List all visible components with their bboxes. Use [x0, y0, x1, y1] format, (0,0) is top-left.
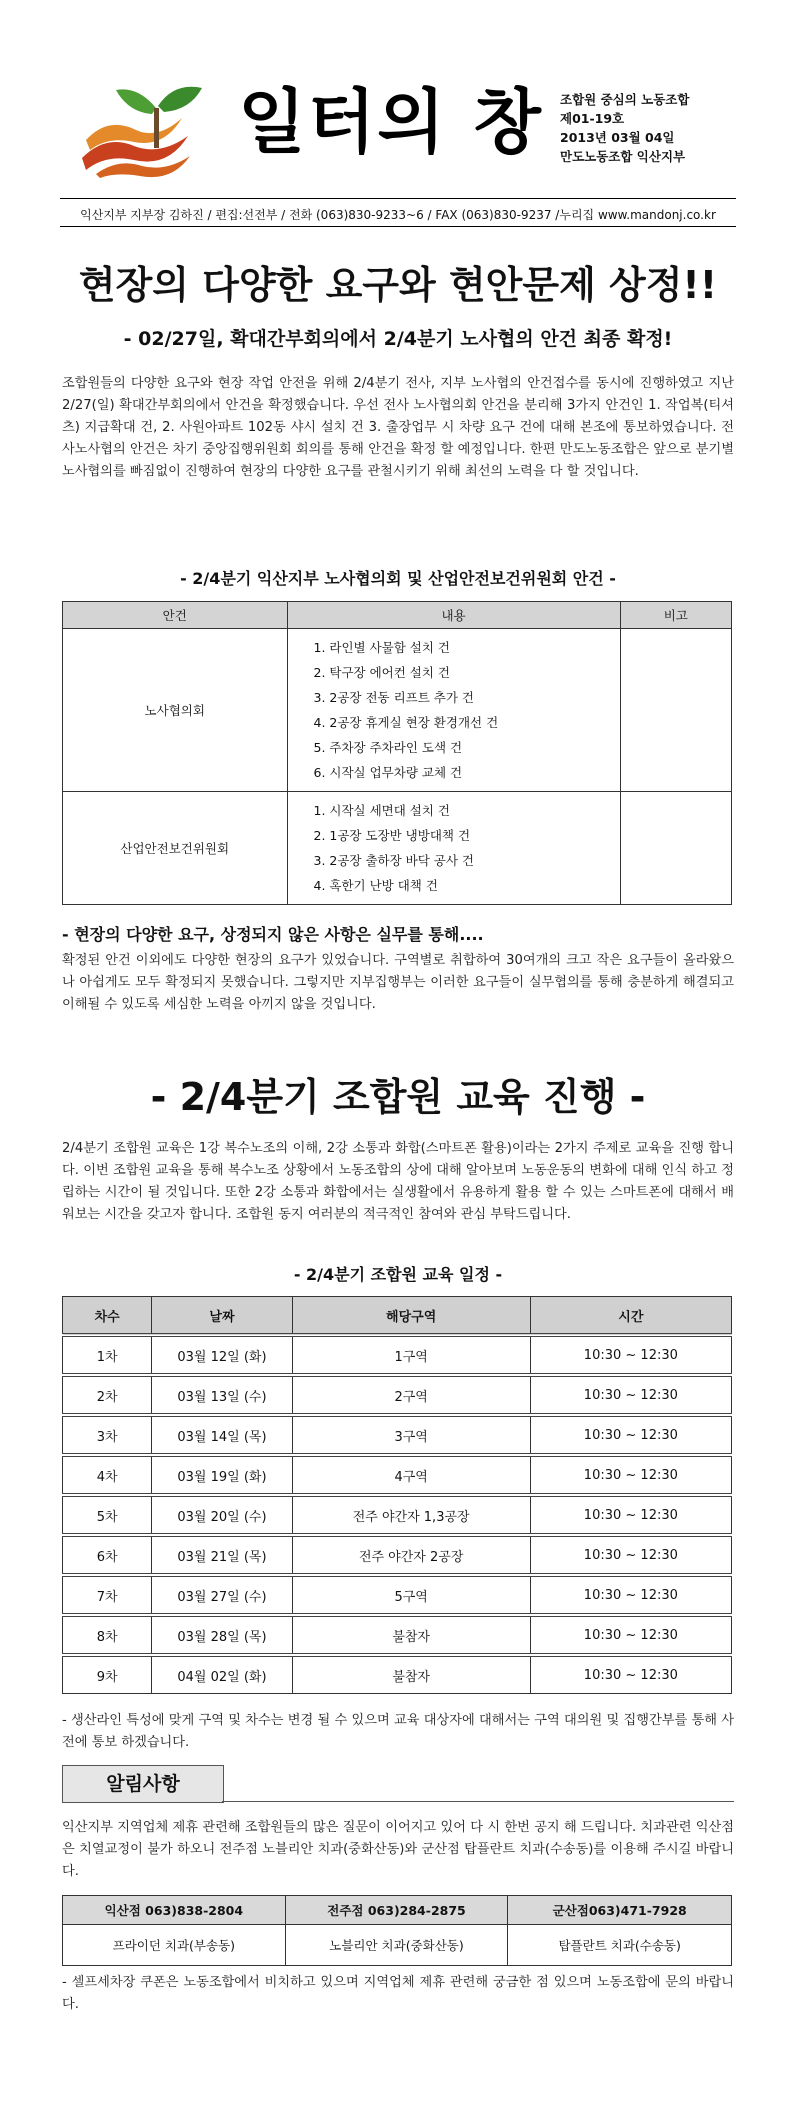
table-row — [63, 1495, 732, 1535]
table-row — [63, 1575, 732, 1615]
schedule-table — [62, 1296, 732, 1694]
schedule-heading: - 2/4분기 조합원 교육 일정 - — [293, 1265, 503, 1284]
meta-issue-no: 제01-19호 — [560, 111, 625, 126]
schedule-round: 3차 — [63, 1415, 152, 1455]
table-row — [63, 1335, 732, 1375]
article1-sub-heading: - 현장의 다양한 요구, 상정되지 않은 사항은 실무를 통해.... — [62, 925, 484, 944]
article2-title: - 2/4분기 조합원 교육 진행 - — [150, 1075, 646, 1119]
schedule-body — [63, 1335, 732, 1694]
agenda-header-item: 안건 — [63, 602, 288, 629]
list-item: 4. 2공장 휴게실 현장 환경개선 건 — [313, 715, 499, 730]
schedule-date: 03월 20일 (수) — [152, 1495, 292, 1535]
list-item: 5. 주차장 주차라인 도색 건 — [313, 740, 463, 755]
schedule-area: 2구역 — [292, 1375, 530, 1415]
notice-paragraph: 익산지부 지역업체 제휴 관련해 조합원들의 많은 질문이 이어지고 있어 다 시 한번 공지 해 드립니다. 치과관련 익산점은 치열교정이 불가 하오니 전주점 노블리안 치과(중화산동)와 군산점 탑플란트 치과(수송동)를 이용해 주시길 바랍니다. — [62, 1820, 734, 1879]
schedule-time: 10:30 ~ 12:30 — [530, 1455, 731, 1495]
schedule-round: 7차 — [63, 1575, 152, 1615]
meta-date: 2013년 03월 04일 — [560, 130, 675, 145]
schedule-date: 03월 13일 (수) — [152, 1375, 292, 1415]
clinic-name: 프라이던 치과(부송동) — [63, 1925, 286, 1966]
schedule-date: 03월 28일 (목) — [152, 1615, 292, 1655]
schedule-time: 10:30 ~ 12:30 — [530, 1655, 731, 1694]
schedule-time: 10:30 ~ 12:30 — [530, 1415, 731, 1455]
agenda-note-cell — [620, 792, 731, 905]
schedule-round: 9차 — [63, 1655, 152, 1694]
schedule-note: - 생산라인 특성에 맞게 구역 및 차수는 변경 될 수 있으며 교육 대상자에 대해서는 구역 대의원 및 집행간부를 통해 사전에 통보 하겠습니다. — [62, 1713, 734, 1750]
clinic-table — [62, 1895, 732, 1966]
list-item: 2. 1공장 도장반 냉방대책 건 — [313, 828, 471, 843]
agenda-items — [287, 792, 620, 905]
agenda-note-cell — [620, 629, 731, 792]
table-row — [63, 1535, 732, 1575]
list-item: 3. 2공장 출하장 바닥 공사 건 — [313, 853, 474, 868]
schedule-date: 03월 19일 (화) — [152, 1455, 292, 1495]
schedule-time: 10:30 ~ 12:30 — [530, 1535, 731, 1575]
schedule-time: 10:30 ~ 12:30 — [530, 1615, 731, 1655]
clinic-header: 전주점 063)284-2875 — [285, 1896, 508, 1925]
schedule-round: 2차 — [63, 1375, 152, 1415]
schedule-header-round: 차수 — [63, 1297, 152, 1336]
schedule-area: 3구역 — [292, 1415, 530, 1455]
table-row — [63, 1375, 732, 1415]
notice-rule — [222, 1801, 734, 1802]
schedule-date: 03월 14일 (목) — [152, 1415, 292, 1455]
article1-paragraph: 조합원들의 다양한 요구와 현장 작업 안전을 위해 2/4분기 전사, 지부 노사협의 안건접수를 동시에 진행하였고 지난 2/27(일) 확대간부회의에서 안건을 확정했습니다. 우선 전사 노사협의회 안건을 분리해 3가지 안건인 1. 작업복(티셔츠) 지급확대 건, 2. 사원아파트 102동 샤시 설치 건 3. 출장업무 시 차량 요구 건에 대해 본조에 통보하였습니다. 전사노사협의 안건은 차기 중앙집행위원회 회의를 통해 안건을 확정 할 예정입니다. 한편 만도노동조합은 앞으로 분기별 노사협의를 빠짐없이 진행하여 현장의 다양한 요구를 관철시키기 위해 최선의 노력을 다 할 것입니다. — [62, 376, 734, 479]
list-item: 2. 탁구장 에어컨 설치 건 — [313, 665, 450, 680]
agenda-header-content: 내용 — [287, 602, 620, 629]
schedule-round: 5차 — [63, 1495, 152, 1535]
article1-sub-paragraph: 확정된 안건 이외에도 다양한 현장의 요구가 있었습니다. 구역별로 취합하여 30여개의 크고 작은 요구들이 올라왔으나 아쉽게도 모두 확정되지 못했습니다. 그렇지만 지부집행부는 이러한 요구들이 실무협의를 통해 충분하게 해결되고 이해될 수 있도록 세심한 노력을 아끼지 않을 것입니다. — [62, 953, 734, 1012]
schedule-time: 10:30 ~ 12:30 — [530, 1335, 731, 1375]
schedule-area: 4구역 — [292, 1455, 530, 1495]
article1-subtitle: - 02/27일, 확대간부회의에서 2/4분기 노사협의 안건 최종 확정! — [123, 328, 673, 350]
schedule-date: 03월 12일 (화) — [152, 1335, 292, 1375]
agenda-category: 산업안전보건위원회 — [63, 792, 288, 905]
table-row — [63, 1455, 732, 1495]
meta-publisher: 만도노동조합 익산지부 — [560, 149, 686, 164]
clinic-header: 군산점063)471-7928 — [508, 1896, 732, 1925]
meta-slogan: 조합원 중심의 노동조합 — [560, 92, 690, 107]
schedule-date: 03월 21일 (목) — [152, 1535, 292, 1575]
schedule-round: 6차 — [63, 1535, 152, 1575]
schedule-header-area: 해당구역 — [292, 1297, 530, 1336]
schedule-area: 전주 야간자 2공장 — [292, 1535, 530, 1575]
notice-footer: - 셀프세차장 쿠폰은 노동조합에서 비치하고 있으며 지역업체 제휴 관련해 궁금한 점 있으며 노동조합에 문의 바랍니다. — [62, 1975, 734, 2012]
article1-title: 현장의 다양한 요구와 현안문제 상정!! — [78, 263, 718, 307]
issue-meta — [560, 90, 689, 166]
union-logo — [78, 78, 208, 178]
agenda-header-note: 비고 — [620, 602, 731, 629]
table-row — [63, 1655, 732, 1694]
header-rule-bottom — [60, 226, 736, 227]
list-item: 3. 2공장 전동 리프트 추가 건 — [313, 690, 474, 705]
list-item: 1. 시작실 세면대 설치 건 — [313, 803, 450, 818]
agenda-table-heading: - 2/4분기 익산지부 노사협의회 및 산업안전보건위원회 안건 - — [180, 569, 616, 588]
notice-label: 알림사항 — [62, 1765, 224, 1803]
table-row — [63, 1925, 732, 1966]
table-row — [63, 629, 732, 792]
masthead-title: 일터의 창 — [238, 81, 543, 163]
schedule-area: 1구역 — [292, 1335, 530, 1375]
schedule-header-date: 날짜 — [152, 1297, 292, 1336]
list-item: 4. 혹한기 난방 대책 건 — [313, 878, 438, 893]
schedule-time: 10:30 ~ 12:30 — [530, 1495, 731, 1535]
table-row — [63, 1415, 732, 1455]
schedule-time: 10:30 ~ 12:30 — [530, 1375, 731, 1415]
schedule-area: 불참자 — [292, 1655, 530, 1694]
clinic-name: 노블리안 치과(중화산동) — [285, 1925, 508, 1966]
schedule-area: 전주 야간자 1,3공장 — [292, 1495, 530, 1535]
agenda-category: 노사협의회 — [63, 629, 288, 792]
schedule-header-time: 시간 — [530, 1297, 731, 1336]
schedule-time: 10:30 ~ 12:30 — [530, 1575, 731, 1615]
agenda-table — [62, 601, 732, 905]
schedule-date: 04월 02일 (화) — [152, 1655, 292, 1694]
schedule-round: 8차 — [63, 1615, 152, 1655]
article2-paragraph: 2/4분기 조합원 교육은 1강 복수노조의 이해, 2강 소통과 화합(스마트폰 활용)이라는 2가지 주제로 교육을 진행 합니다. 이번 조합원 교육을 통해 복수노조 상황에서 노동조합의 상에 대해 알아보며 노동운동의 변화에 대해 인식 하고 정립하는 시간이 될 것입니다. 또한 2강 소통과 화합에서는 실생활에서 유용하게 활용 할 수 있는 스마트폰에 대해서 배워보는 시간을 갖고자 합니다. 조합원 동지 여러분의 적극적인 참여와 관심 부탁드립니다. — [62, 1141, 734, 1222]
table-row — [63, 792, 732, 905]
schedule-area: 5구역 — [292, 1575, 530, 1615]
table-row — [63, 1615, 732, 1655]
agenda-items — [287, 629, 620, 792]
contact-line: 익산지부 지부장 김하진 / 편집:선전부 / 전화 (063)830-9233~6 / FAX (063)830-9237 /누리집 www.mandonj.co.kr — [80, 208, 716, 222]
clinic-header: 익산점 063)838-2804 — [63, 1896, 286, 1925]
list-item: 1. 라인별 사물함 설치 건 — [313, 640, 450, 655]
list-item: 6. 시작실 업무차량 교체 건 — [313, 765, 463, 780]
schedule-round: 1차 — [63, 1335, 152, 1375]
schedule-area: 불참자 — [292, 1615, 530, 1655]
clinic-name: 탑플란트 치과(수송동) — [508, 1925, 732, 1966]
schedule-round: 4차 — [63, 1455, 152, 1495]
schedule-date: 03월 27일 (수) — [152, 1575, 292, 1615]
header-rule-top — [60, 198, 736, 199]
